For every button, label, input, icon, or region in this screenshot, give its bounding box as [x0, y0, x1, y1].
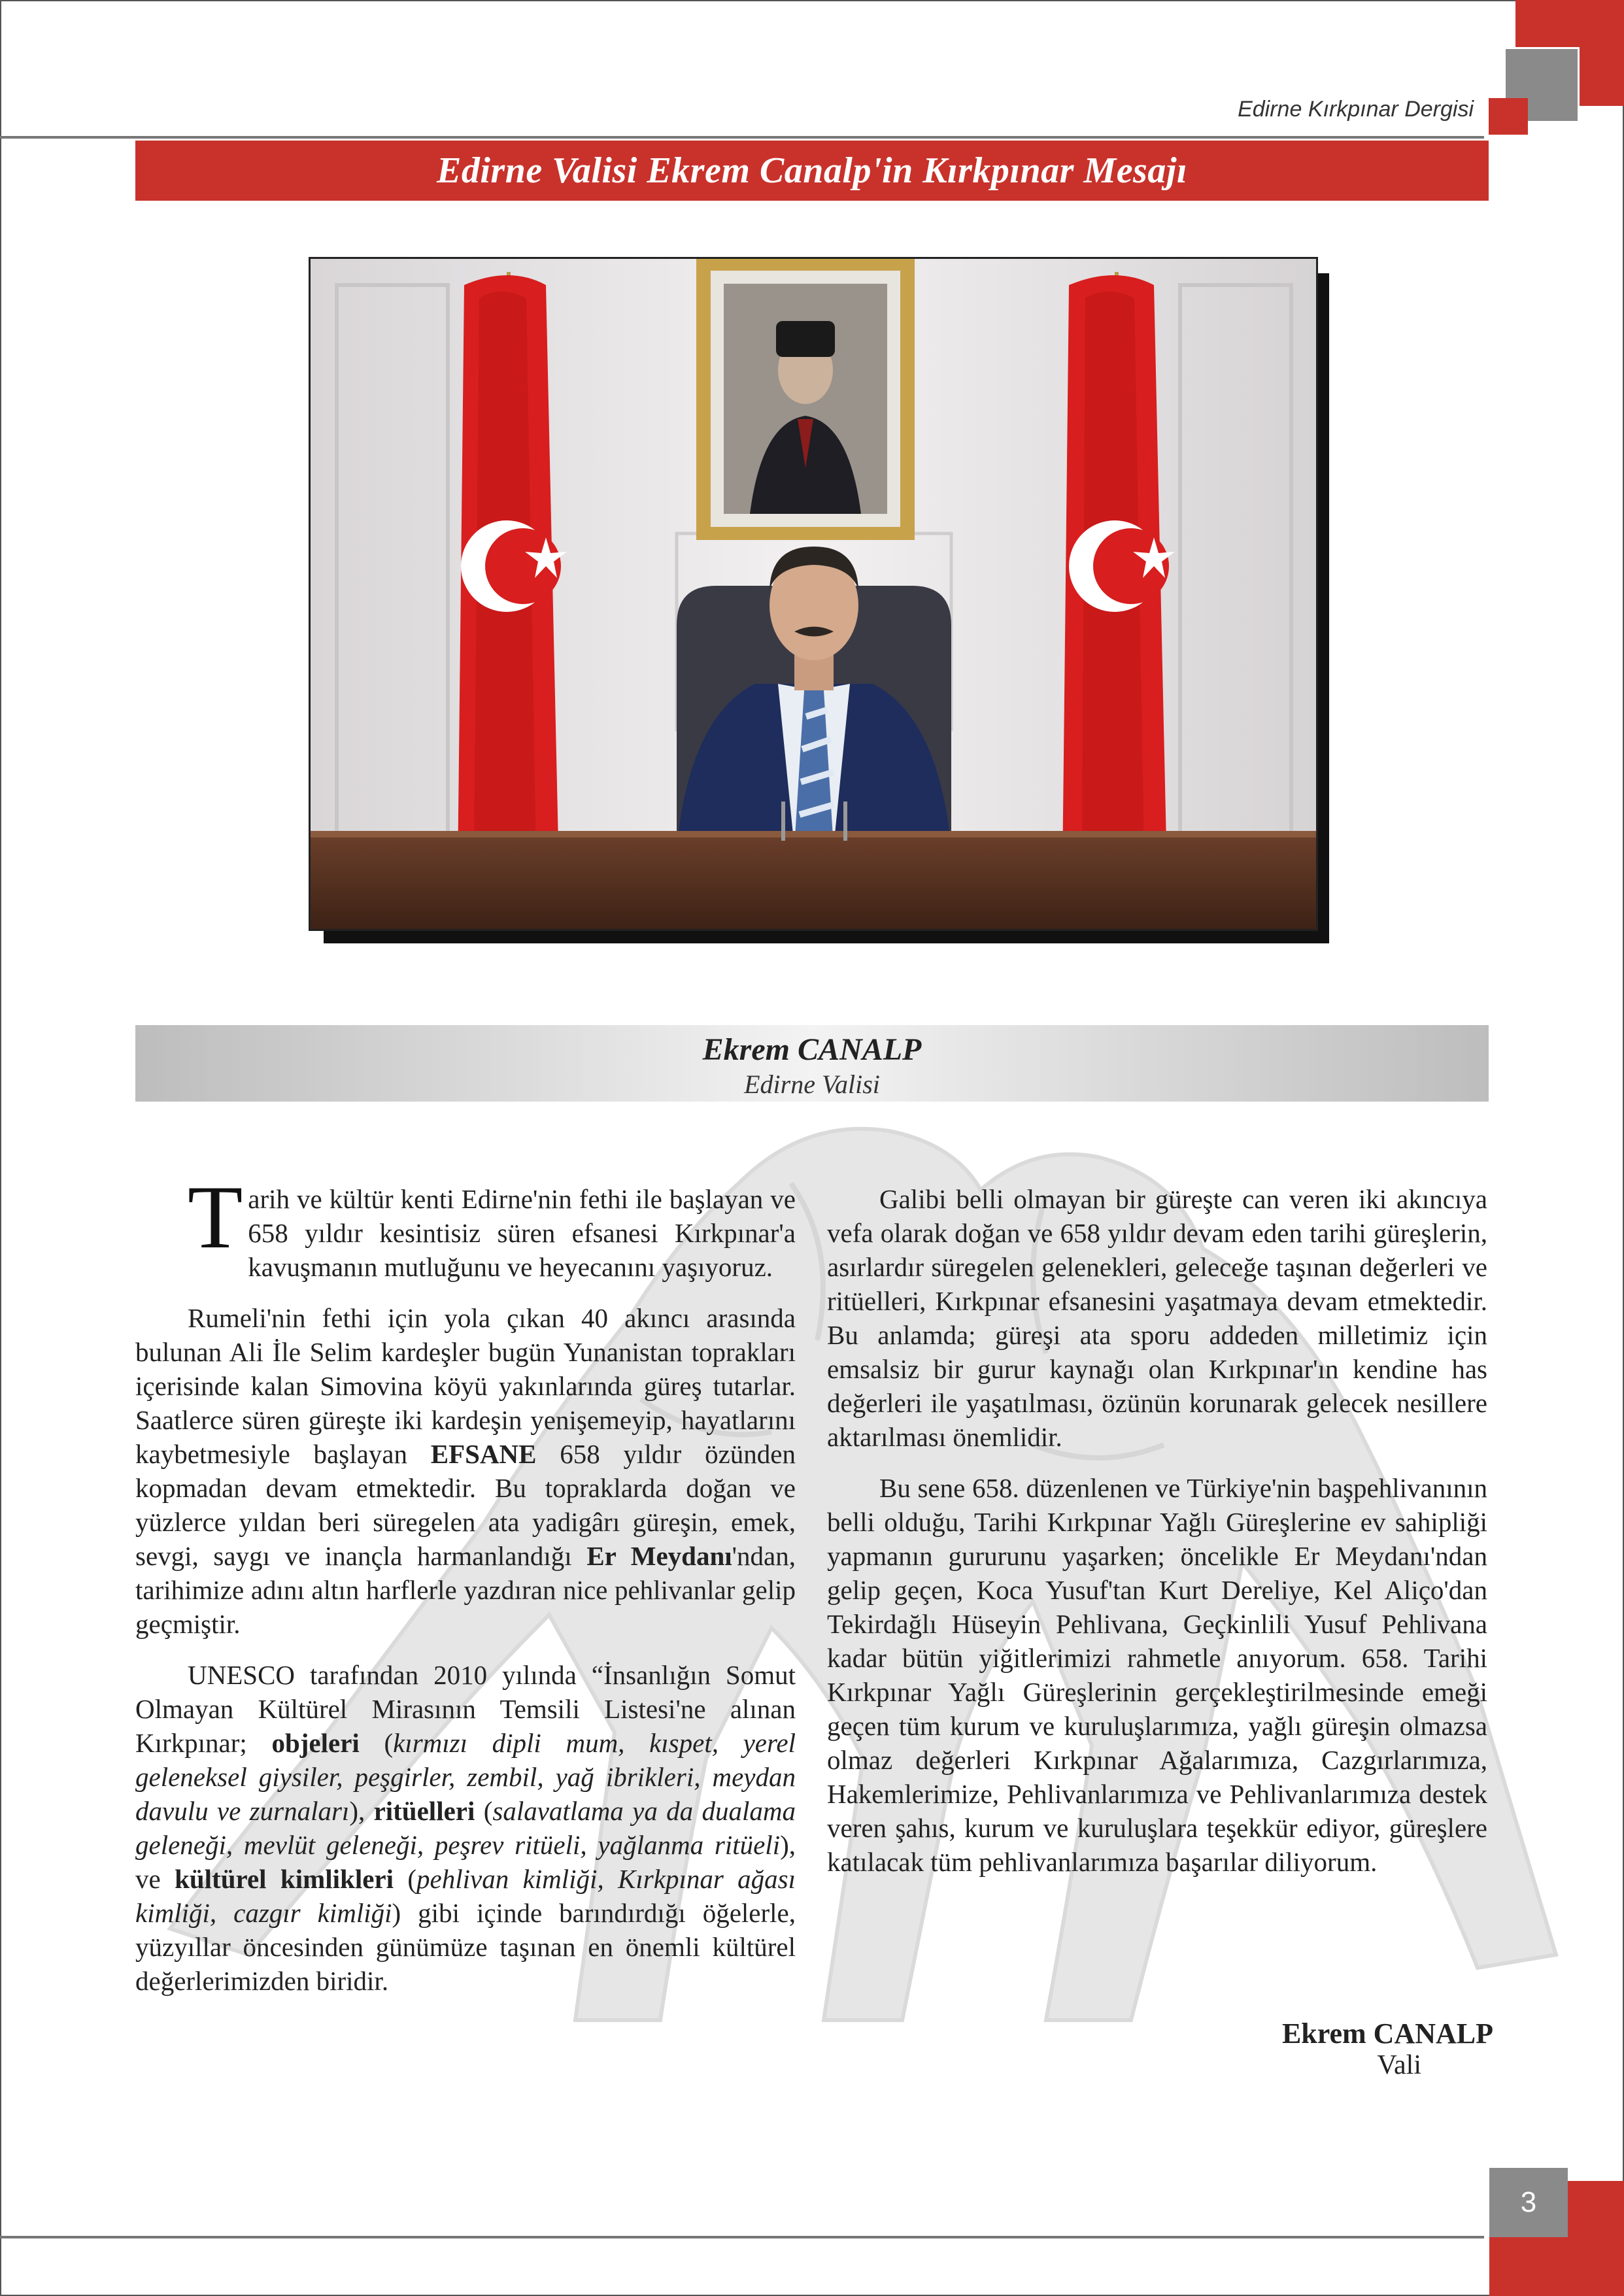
left-column — [135, 1167, 796, 2015]
drop-cap: T — [188, 1167, 243, 1267]
top-rule — [0, 136, 1484, 139]
bottom-rule — [0, 2236, 1484, 2238]
author-banner — [135, 1025, 1489, 1102]
portrait-illustration — [311, 259, 1316, 929]
bottom-corner-red-low — [1489, 2237, 1568, 2296]
bottom-corner-red — [1568, 2181, 1624, 2296]
corner-block-red-small — [1489, 98, 1528, 135]
magazine-name: Edirne Kırkpınar Dergisi — [1238, 97, 1474, 122]
wall-portrait — [696, 259, 915, 540]
page-number: 3 — [1489, 2168, 1568, 2237]
title-bar — [135, 141, 1489, 201]
page-title: Edirne Valisi Ekrem Canalp'in Kırkpınar Mesajı — [437, 150, 1187, 191]
signature-name: Ekrem CANALP — [1281, 2017, 1493, 2050]
paragraph-5: Bu sene 658. düzenlenen ve Türkiye'nin başpehlivanının belli olduğu, Tarihi Kırkpınar Yağlı Güreşlerine ev sahipliği yapmanın gururunu yaşarken; öncelikle Er Meydanı'ndan gelip geçen, Koca Yusuf'tan Kurt Dereliye, Kel Aliço'dan Tekirdağlı Hüseyin Pehlivana, Geçkinlili Yusuf Pehlivana kadar bütün yiğitlerimizi rahmetle anıyorum. 658. Tarihi Kırkpınar Yağlı Güreşlerinin gerçekleştirilmesinde emeği geçen tüm kurum ve kuruluşlarımıza, yağlı güreşin olmazsa olmaz değerleri Kırkpınar Ağalarımıza, Cazgırlarımıza, Hakemlerimize, Pehlivanlarımıza ve Pehlivanlarımıza destek veren şahıs, kurum ve kuruluşlara teşekkür ediyor, güreşlere katılacak tüm pehlivanlarımıza başarılar diliyorum. — [827, 1473, 1487, 1877]
paragraph-4: Galibi belli olmayan bir güreşte can veren iki akıncıya vefa olarak doğan ve 658 yıldır devam eden tarihi güreşlerin, asırlardır süregelen gelenekleri, geleceğe taşınan değerleri ve ritüelleri, Kırkpınar efsanesini yaşatmaya devam etmektedir. Bu anlamda; güreşi ata sporu addeden milletimiz için emsalsiz bir gurur kaynağı olan Kırkpınar'ın kendine has değerleri ile yaşatılması, özünün korunarak gelecek nesillere aktarılması önemlidir. — [827, 1184, 1487, 1452]
paragraph-1: Tarih ve kültür kenti Edirne'nin fethi ile başlayan ve 658 yıldır kesintisiz süren efsanesi Kırkpınar'a kavuşmanın mutluğunu ve heyecanını yaşıyoruz. — [188, 1167, 796, 1282]
author-name: Ekrem CANALP — [702, 1032, 922, 1067]
author-title: Edirne Valisi — [744, 1070, 880, 1099]
paragraph-3: UNESCO tarafından 2010 yılında “İnsanlığın Somut Olmayan Kültürel Mirasının Temsili Listesi'ne alınan Kırkpınar; objeleri (kırmızı dipli mum, kıspet, yerel geleneksel giysiler, peşgirler, zembil, yağ ibrikleri, meydan davulu ve zurnaları), ritüelleri (salavatlama ya da dualama geleneği, mevlüt geleneği, peşrev ritüeli, yağlanma ritüeli), ve kültürel kimlikleri (pehlivan kimliği, Kırkpınar ağası kimliği, cazgır kimliği) gibi içinde barındırdığı öğelerle, yüzyıllar öncesinden günümüze taşınan en önemli kültürel değerlerimizden biridir. — [135, 1660, 796, 1996]
right-column — [827, 1182, 1487, 1896]
signature-title: Vali — [1377, 2050, 1421, 2080]
portrait-photo — [309, 257, 1318, 931]
paragraph-2: Rumeli'nin fethi için yola çıkan 40 akıncı arasında bulunan Ali İle Selim kardeşler bugün Yunanistan toprakları içerisinde kalan Simovina köyü yakınlarında güreş tutarlar. Saatlerce süren güreşte iki kardeşin yenişemeyip, hayatlarını kaybetmesiyle başlayan EFSANE 658 yıldır özünden kopmadan devam etmektedir. Bu topraklarda doğan ve yüzlerce yıldan beri süregelen ata yadigârı güreşin, emek, sevgi, saygı ve inançla harmanlandığı Er Meydanı'ndan, tarihimize adını altın harflerle yazdıran nice pehlivanlar gelip geçmiştir. — [135, 1303, 796, 1639]
